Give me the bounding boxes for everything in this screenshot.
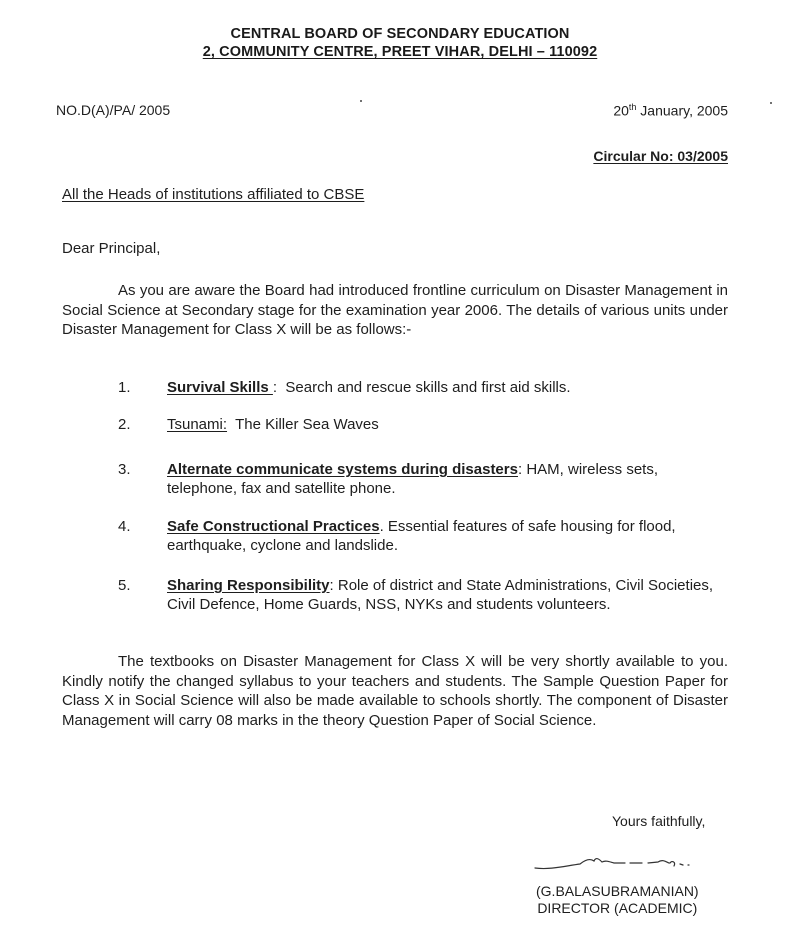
unit-number: 2.	[118, 416, 131, 433]
salutation: Dear Principal,	[62, 240, 161, 257]
date-rest: January, 2005	[636, 102, 728, 119]
complimentary-close: Yours faithfully,	[612, 813, 706, 829]
unit-title: Safe Constructional Practices	[167, 518, 380, 535]
unit-title: Survival Skills	[167, 379, 273, 396]
reference-number: NO.D(A)/PA/ 2005	[56, 102, 171, 118]
unit-separator: :	[517, 461, 527, 478]
date-day: 20	[613, 102, 629, 119]
signatory-name: (G.BALASUBRAMANIAN)	[536, 883, 699, 899]
signatory-block	[536, 883, 699, 917]
intro-paragraph: As you are aware the Board had introduced frontline curriculum on Disaster Management in Social Science at Secondary stage for the examination year 2006. The details of various units under Disaster Management for Class X will be as follows:-	[62, 282, 728, 338]
letter-date	[613, 102, 728, 119]
signature-icon	[530, 852, 730, 874]
circular-number: Circular No: 03/2005	[593, 148, 728, 164]
unit-number: 4.	[118, 518, 131, 535]
unit-description: HAM, wireless sets, telephone, fax and satellite phone.	[167, 461, 659, 497]
unit-list-item	[118, 415, 728, 434]
unit-separator: .	[379, 518, 388, 535]
unit-list-item	[118, 517, 728, 555]
scan-speck	[770, 102, 772, 104]
unit-description: Search and rescue skills and first aid skills.	[285, 379, 571, 396]
unit-separator: :	[329, 577, 338, 594]
date-suffix: th	[628, 102, 637, 112]
addressee: All the Heads of institutions affiliated to CBSE	[62, 186, 365, 203]
unit-description: Essential features of safe housing for flood, earthquake, cyclone and landslide.	[167, 518, 676, 554]
unit-number: 1.	[118, 379, 131, 396]
letterhead-organization: CENTRAL BOARD OF SECONDARY EDUCATION	[230, 26, 570, 42]
scan-speck	[360, 100, 362, 102]
unit-title: Alternate communicate systems during disasters	[167, 461, 518, 478]
unit-title: Tsunami:	[167, 416, 228, 433]
unit-separator	[227, 416, 235, 433]
unit-list-item	[118, 460, 728, 498]
unit-separator: :	[272, 379, 286, 396]
letterhead-address: 2, COMMUNITY CENTRE, PREET VIHAR, DELHI – 110092	[202, 44, 598, 60]
unit-description: The Killer Sea Waves	[235, 416, 379, 433]
closing-paragraph: The textbooks on Disaster Management for Class X will be very shortly available to you. Kindly notify the changed syllabus to your teachers and students. The Sample Question Paper for Class X in Social Science will also be made available to schools shortly. The component of Disaster Management will carry 08 marks in the theory Question Paper of Social Science.	[62, 653, 728, 729]
unit-description: Role of district and State Administrations, Civil Societies, Civil Defence, Home Guards, NSS, NYKs and students volunteers.	[167, 577, 714, 613]
unit-list-item	[118, 576, 728, 614]
unit-title: Sharing Responsibility	[167, 577, 330, 594]
unit-number: 5.	[118, 577, 131, 594]
unit-number: 3.	[118, 461, 131, 478]
signatory-designation: DIRECTOR (ACADEMIC)	[537, 900, 698, 916]
unit-list-item	[118, 378, 728, 397]
